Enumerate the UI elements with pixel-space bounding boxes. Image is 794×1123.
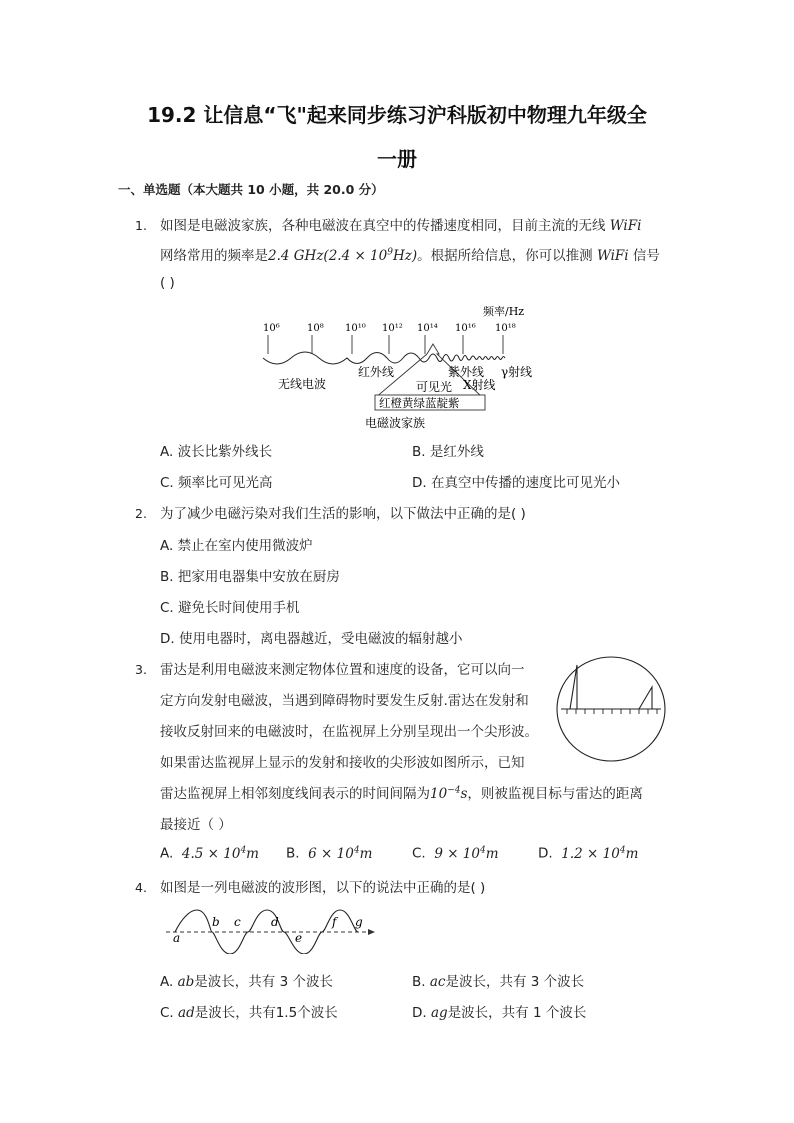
tick-label: 10⁸: [307, 323, 324, 334]
q1-text: 网络常用的频率是: [160, 248, 268, 264]
waveform-figure: [160, 904, 385, 954]
point-label: g: [355, 915, 363, 929]
axis-arrow: [368, 929, 375, 935]
q3-line: 如果雷达监视屏上显示的发射和接收的尖形波如图所示，已知: [160, 755, 525, 771]
q1-option-a[interactable]: A. 波长比紫外线长: [160, 444, 273, 460]
q1-text: 如图是电磁波家族，各种电磁波在真空中的传播速度相同，目前主流的无线: [160, 218, 610, 234]
q1-answer-blank: ( ): [160, 275, 175, 291]
q3-line: 雷达监视屏上相邻刻度线间表示的时间间隔为$10^{-4}s$，则被监视目标与雷达的距离: [160, 785, 643, 802]
tick-label: 10⁶: [263, 323, 280, 334]
point-label: e: [295, 931, 303, 945]
wifi-term: WiFi: [609, 218, 642, 234]
question-number: 4.: [135, 880, 147, 895]
q3-option-b[interactable]: B. $6 \times 10^4m$: [286, 845, 373, 862]
time-interval: $10^{-4}s$: [430, 785, 468, 802]
q3-line: 最接近（ ）: [160, 817, 232, 833]
q1-text: 。根据所给信息，你可以推测: [417, 248, 597, 264]
q4-option-a[interactable]: A. ab是波长，共有 3 个波长: [160, 974, 333, 990]
question-number: 1.: [135, 218, 147, 233]
q4-text: 如图是一列电磁波的波形图，以下的说法中正确的是( ): [160, 880, 486, 896]
wave-curve: [263, 352, 505, 364]
xray-label: X射线: [463, 378, 496, 392]
point-label: a: [173, 931, 181, 945]
ultraviolet-label: 紫外线: [448, 365, 485, 379]
q4-option-b[interactable]: B. ac是波长，共有 3 个波长: [412, 974, 585, 990]
q2-option-d[interactable]: D. 使用电器时，离电器越近，受电磁波的辐射越小: [160, 631, 463, 647]
q3-option-d[interactable]: D. $1.2 \times 10^4m$: [538, 845, 639, 862]
frequency-value: 2.4 $GHz(2.4 \times 10^9Hz)$: [268, 247, 418, 264]
gamma-ray-label: γ射线: [501, 365, 533, 379]
q2-option-a[interactable]: A. 禁止在室内使用微波炉: [160, 538, 313, 554]
tick-label: 10¹²: [382, 323, 403, 334]
q1-line-2: [160, 244, 660, 264]
em-spectrum-figure: [255, 302, 545, 432]
q3-option-a[interactable]: A. $4.5 \times 10^4m$: [160, 845, 259, 862]
q3-line: 接收反射回来的电磁波时，在监视屏上分别呈现出一个尖形波。: [160, 724, 538, 740]
tick-label: 10¹⁴: [417, 323, 438, 334]
q1-line-1: [160, 214, 641, 234]
section-header: 一、单选题（本大题共 10 小题，共 20.0 分）: [118, 182, 384, 197]
q1-option-d[interactable]: D. 在真空中传播的速度比可见光小: [412, 475, 620, 491]
frequency-axis-label: 频率/Hz: [483, 305, 525, 318]
page-title: 19.2 让信息“飞"起来同步练习沪科版初中物理九年级全: [147, 103, 647, 127]
point-label: c: [234, 915, 241, 929]
tick-label: 10¹⁰: [345, 323, 366, 334]
radar-scale-ticks: [567, 709, 657, 714]
q2-text: 为了减少电磁污染对我们生活的影响，以下做法中正确的是( ): [160, 506, 526, 522]
point-label: d: [271, 915, 279, 929]
infrared-label: 红外线: [358, 365, 395, 379]
tick-label: 10¹⁸: [495, 323, 516, 334]
page-title-continued: 一册: [377, 147, 417, 171]
visible-light-label: 可见光: [416, 380, 453, 394]
q2-option-c[interactable]: C. 避免长时间使用手机: [160, 600, 300, 616]
point-label: b: [212, 915, 220, 929]
q3-line: 定方向发射电磁波，当遇到障碍物时要发生反射.雷达在发射和: [160, 693, 529, 709]
q4-option-d[interactable]: D. ag是波长，共有 1 个波长: [412, 1005, 587, 1021]
tick-label: 10¹⁶: [455, 323, 476, 334]
q3-line: 雷达是利用电磁波来测定物体位置和速度的设备，它可以向一: [160, 662, 525, 678]
q4-option-c[interactable]: C. ad是波长，共有1.5个波长: [160, 1005, 338, 1021]
point-label: f: [332, 915, 337, 929]
q3-option-c[interactable]: C. $9 \times 10^4m$: [412, 845, 499, 862]
q1-option-c[interactable]: C. 频率比可见光高: [160, 475, 273, 491]
figure-caption: 电磁波家族: [365, 416, 426, 430]
q1-option-b[interactable]: B. 是红外线: [412, 444, 484, 460]
q2-option-b[interactable]: B. 把家用电器集中安放在厨房: [160, 569, 340, 585]
radar-screen-figure: [555, 655, 667, 763]
radio-wave-label: 无线电波: [278, 377, 327, 391]
wifi-term: WiFi: [596, 248, 629, 264]
visible-colors: 红橙黄绿蓝靛紫: [379, 396, 460, 410]
question-number: 2.: [135, 506, 147, 521]
q1-text: 信号: [628, 248, 660, 264]
received-pulse: [639, 687, 652, 709]
question-number: 3.: [135, 662, 147, 677]
